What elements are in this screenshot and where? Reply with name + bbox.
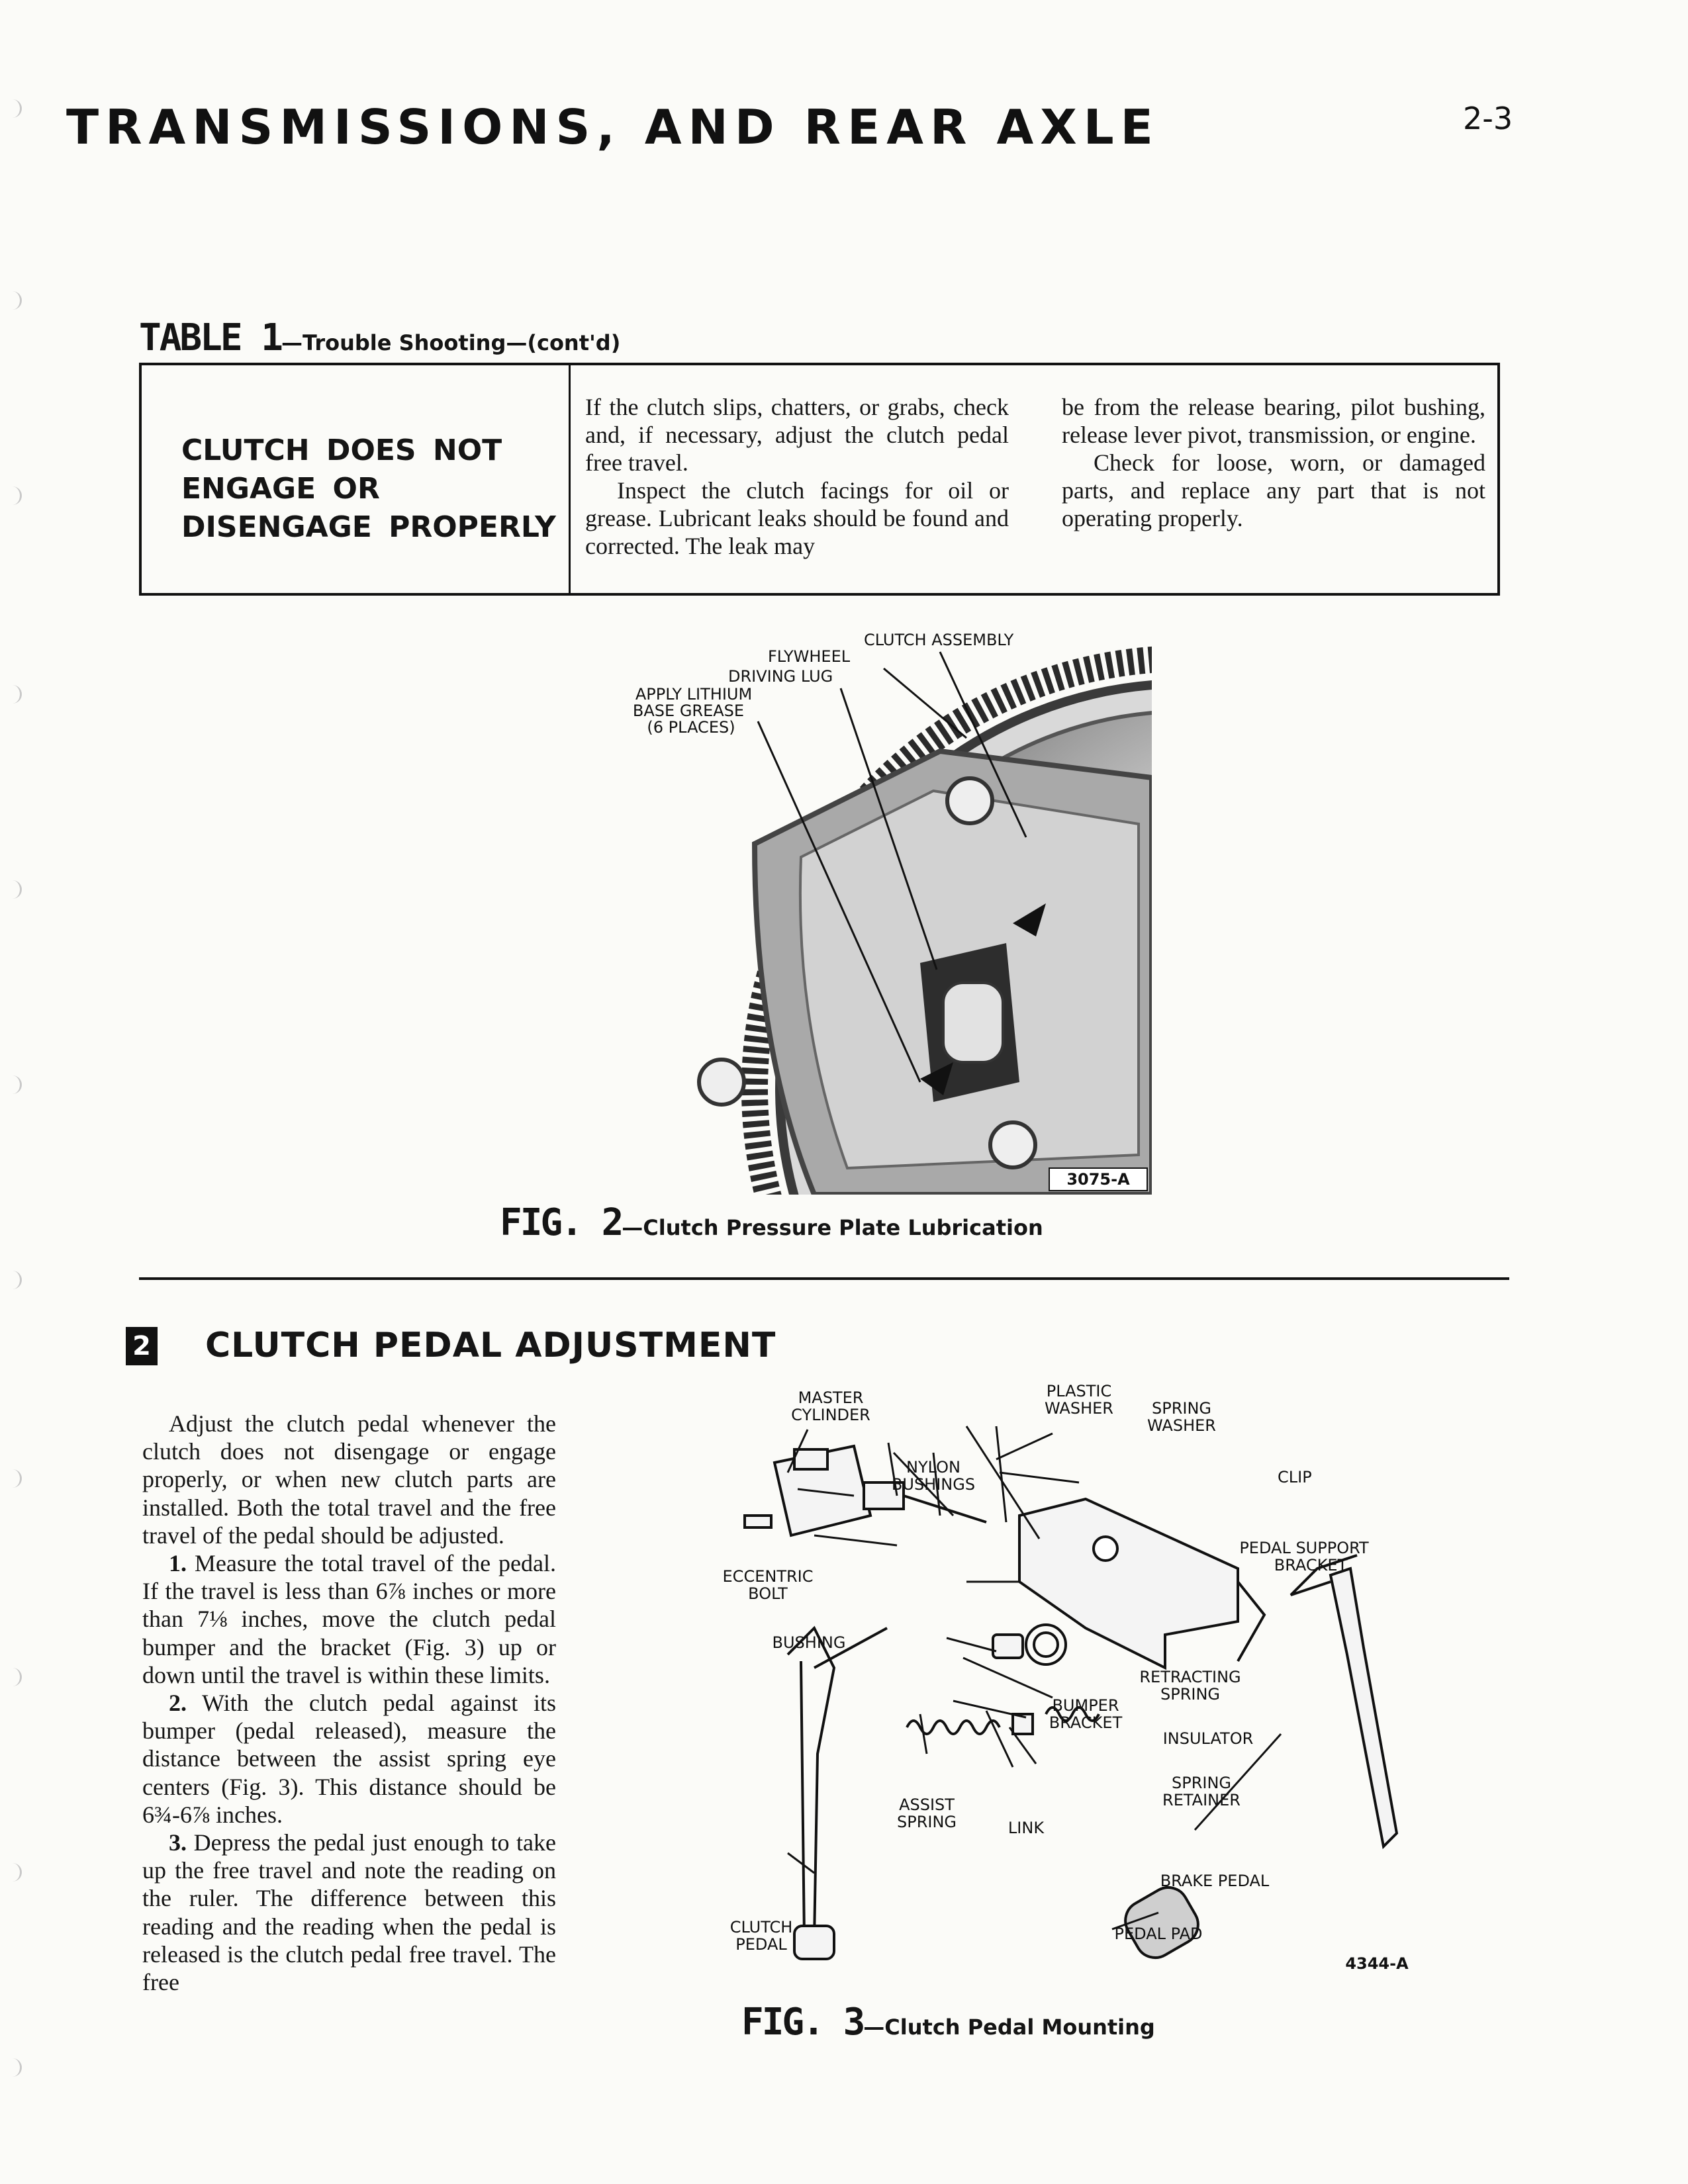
label-link: LINK xyxy=(1008,1819,1045,1837)
binder-mark xyxy=(9,1668,22,1686)
brake-pedal xyxy=(1291,1555,1397,1846)
table-divider xyxy=(569,365,571,593)
binder-mark xyxy=(9,291,22,310)
label-spring-retainer-2: RETAINER xyxy=(1162,1791,1241,1809)
step-text: With the clutch pedal against its bumper (pedal released), measure the distance between the assist spring eye centers (Fig. 3). This distance should be 6¾-6⅞ inches. xyxy=(142,1690,556,1828)
label-bushing: BUSHING xyxy=(772,1633,846,1652)
remedy-paragraph: be from the release bearing, pilot bushing, release lever pivot, transmission, or engine. xyxy=(1062,394,1485,448)
clutch-pressure-plate-figure xyxy=(503,625,1152,1195)
binder-mark xyxy=(9,2058,22,2077)
binder-mark xyxy=(9,685,22,704)
label-plastic-washer-2: WASHER xyxy=(1045,1399,1113,1418)
label-grease-2: BASE GREASE xyxy=(632,702,745,720)
intro-paragraph: Adjust the clutch pedal whenever the clutch does not disengage or engage properly, or when new clutch parts are installed. Both the total travel and the free travel of the pedal should be adjusted. xyxy=(142,1410,556,1549)
label-brake-pedal: BRAKE PEDAL xyxy=(1160,1872,1270,1890)
label-spring-washer-1: SPRING xyxy=(1151,1399,1212,1418)
label-clip: CLIP xyxy=(1278,1468,1312,1486)
page-number: 2-3 xyxy=(1463,101,1513,136)
label-master-cylinder-1: MASTER xyxy=(798,1388,864,1407)
label-spring-washer-2: WASHER xyxy=(1147,1416,1216,1435)
binder-mark xyxy=(9,880,22,899)
fig2-caption-text: —Clutch Pressure Plate Lubrication xyxy=(622,1215,1043,1240)
binder-mark xyxy=(9,1469,22,1488)
step-number: 2. xyxy=(169,1690,187,1717)
fig2-caption xyxy=(500,1201,1043,1244)
remedy-column-1 xyxy=(585,393,1009,560)
step-text: Depress the pedal just enough to take up the free travel and note the reading on the ruler. The difference between this reading and the reading when the pedal is released is the clutch pedal free travel. The free xyxy=(142,1829,556,1996)
table-title: —Trouble Shooting—(cont'd) xyxy=(281,330,621,355)
label-pedal-pad: PEDAL PAD xyxy=(1114,1925,1203,1943)
binder-mark xyxy=(9,1075,22,1094)
section-title: CLUTCH PEDAL ADJUSTMENT xyxy=(205,1326,776,1365)
step-text: Measure the total travel of the pedal. If the travel is less than 6⅞ inches or more than 7⅛ inches, move the clutch pedal bumper and the bracket (Fig. 3) up or down until the travel is within these limits. xyxy=(142,1550,556,1688)
figure-ref-code: 3075-A xyxy=(1066,1170,1130,1189)
label-retracting-spring-1: RETRACTING xyxy=(1139,1668,1241,1686)
condition-cell: CLUTCH DOES NOT ENGAGE OR DISENGAGE PROPERLY xyxy=(181,433,556,544)
remedy-paragraph: Check for loose, worn, or damaged parts, and replace any part that is not operating properly. xyxy=(1062,449,1485,531)
label-pedal-support-2: BRACKET xyxy=(1274,1556,1348,1574)
label-grease-3: (6 PLACES) xyxy=(647,718,735,737)
label-flywheel: FLYWHEEL xyxy=(768,647,851,666)
label-assist-spring-2: SPRING xyxy=(896,1813,957,1831)
label-driving-lug: DRIVING LUG xyxy=(728,667,833,686)
label-plastic-washer-1: PLASTIC xyxy=(1046,1382,1112,1400)
label-bumper-bracket-2: BRACKET xyxy=(1049,1713,1123,1732)
pedal-support-bracket xyxy=(1019,1499,1264,1668)
label-clutch-assembly: CLUTCH ASSEMBLY xyxy=(864,631,1014,649)
step-paragraph xyxy=(142,1829,556,1996)
retracting-spring xyxy=(1026,1625,1066,1664)
fig3-caption xyxy=(741,2001,1155,2044)
table-caption xyxy=(139,316,620,359)
label-eccentric-bolt-2: BOLT xyxy=(748,1584,788,1603)
fig2-label: FIG. 2 xyxy=(500,1201,622,1244)
clutch-pedal-mounting-figure xyxy=(722,1382,1476,2005)
binder-mark xyxy=(9,1863,22,1882)
label-nylon-bushings-2: BUSHINGS xyxy=(891,1475,976,1494)
step-number: 3. xyxy=(169,1829,187,1856)
remedy-column-2 xyxy=(1062,393,1485,532)
bumper-bracket xyxy=(993,1635,1023,1658)
trouble-shooting-table xyxy=(139,363,1500,596)
label-retracting-spring-2: SPRING xyxy=(1160,1685,1221,1704)
label-clutch-pedal-2: PEDAL xyxy=(735,1935,787,1954)
running-title: TRANSMISSIONS, AND REAR AXLE xyxy=(66,99,1160,155)
step-number: 1. xyxy=(169,1550,187,1577)
binder-mark xyxy=(9,486,22,505)
body-text xyxy=(142,1410,556,1996)
remedy-paragraph: If the clutch slips, chatters, or grabs, check and, if necessary, adjust the clutch pedal free travel. xyxy=(585,394,1009,476)
label-clutch-pedal-1: CLUTCH xyxy=(729,1918,793,1936)
table-label: TABLE 1 xyxy=(139,316,282,359)
label-grease-1: APPLY LITHIUM xyxy=(635,685,753,704)
fig3-caption-text: —Clutch Pedal Mounting xyxy=(863,2015,1155,2040)
label-assist-spring-1: ASSIST xyxy=(899,1796,955,1814)
step-paragraph xyxy=(142,1689,556,1829)
label-eccentric-bolt-1: ECCENTRIC xyxy=(722,1567,814,1586)
section-number-badge: 2 xyxy=(126,1327,158,1365)
fig3-label: FIG. 3 xyxy=(741,2001,864,2044)
label-spring-retainer-1: SPRING xyxy=(1171,1774,1232,1792)
label-insulator: INSULATOR xyxy=(1162,1729,1254,1748)
binder-mark xyxy=(9,1271,22,1289)
binder-mark xyxy=(9,99,22,118)
label-bumper-bracket-1: BUMPER xyxy=(1052,1696,1119,1715)
clutch-pedal xyxy=(788,1628,887,1959)
label-pedal-support-1: PEDAL SUPPORT xyxy=(1239,1539,1369,1557)
section-divider xyxy=(139,1277,1509,1280)
label-master-cylinder-2: CYLINDER xyxy=(791,1406,870,1424)
figure-ref-code: 4344-A xyxy=(1345,1954,1409,1973)
remedy-paragraph: Inspect the clutch facings for oil or grease. Lubricant leaks should be found and corrected. The leak may xyxy=(585,477,1009,559)
step-paragraph xyxy=(142,1549,556,1689)
driving-lug xyxy=(943,983,1003,1062)
label-nylon-bushings-1: NYLON xyxy=(906,1458,961,1477)
